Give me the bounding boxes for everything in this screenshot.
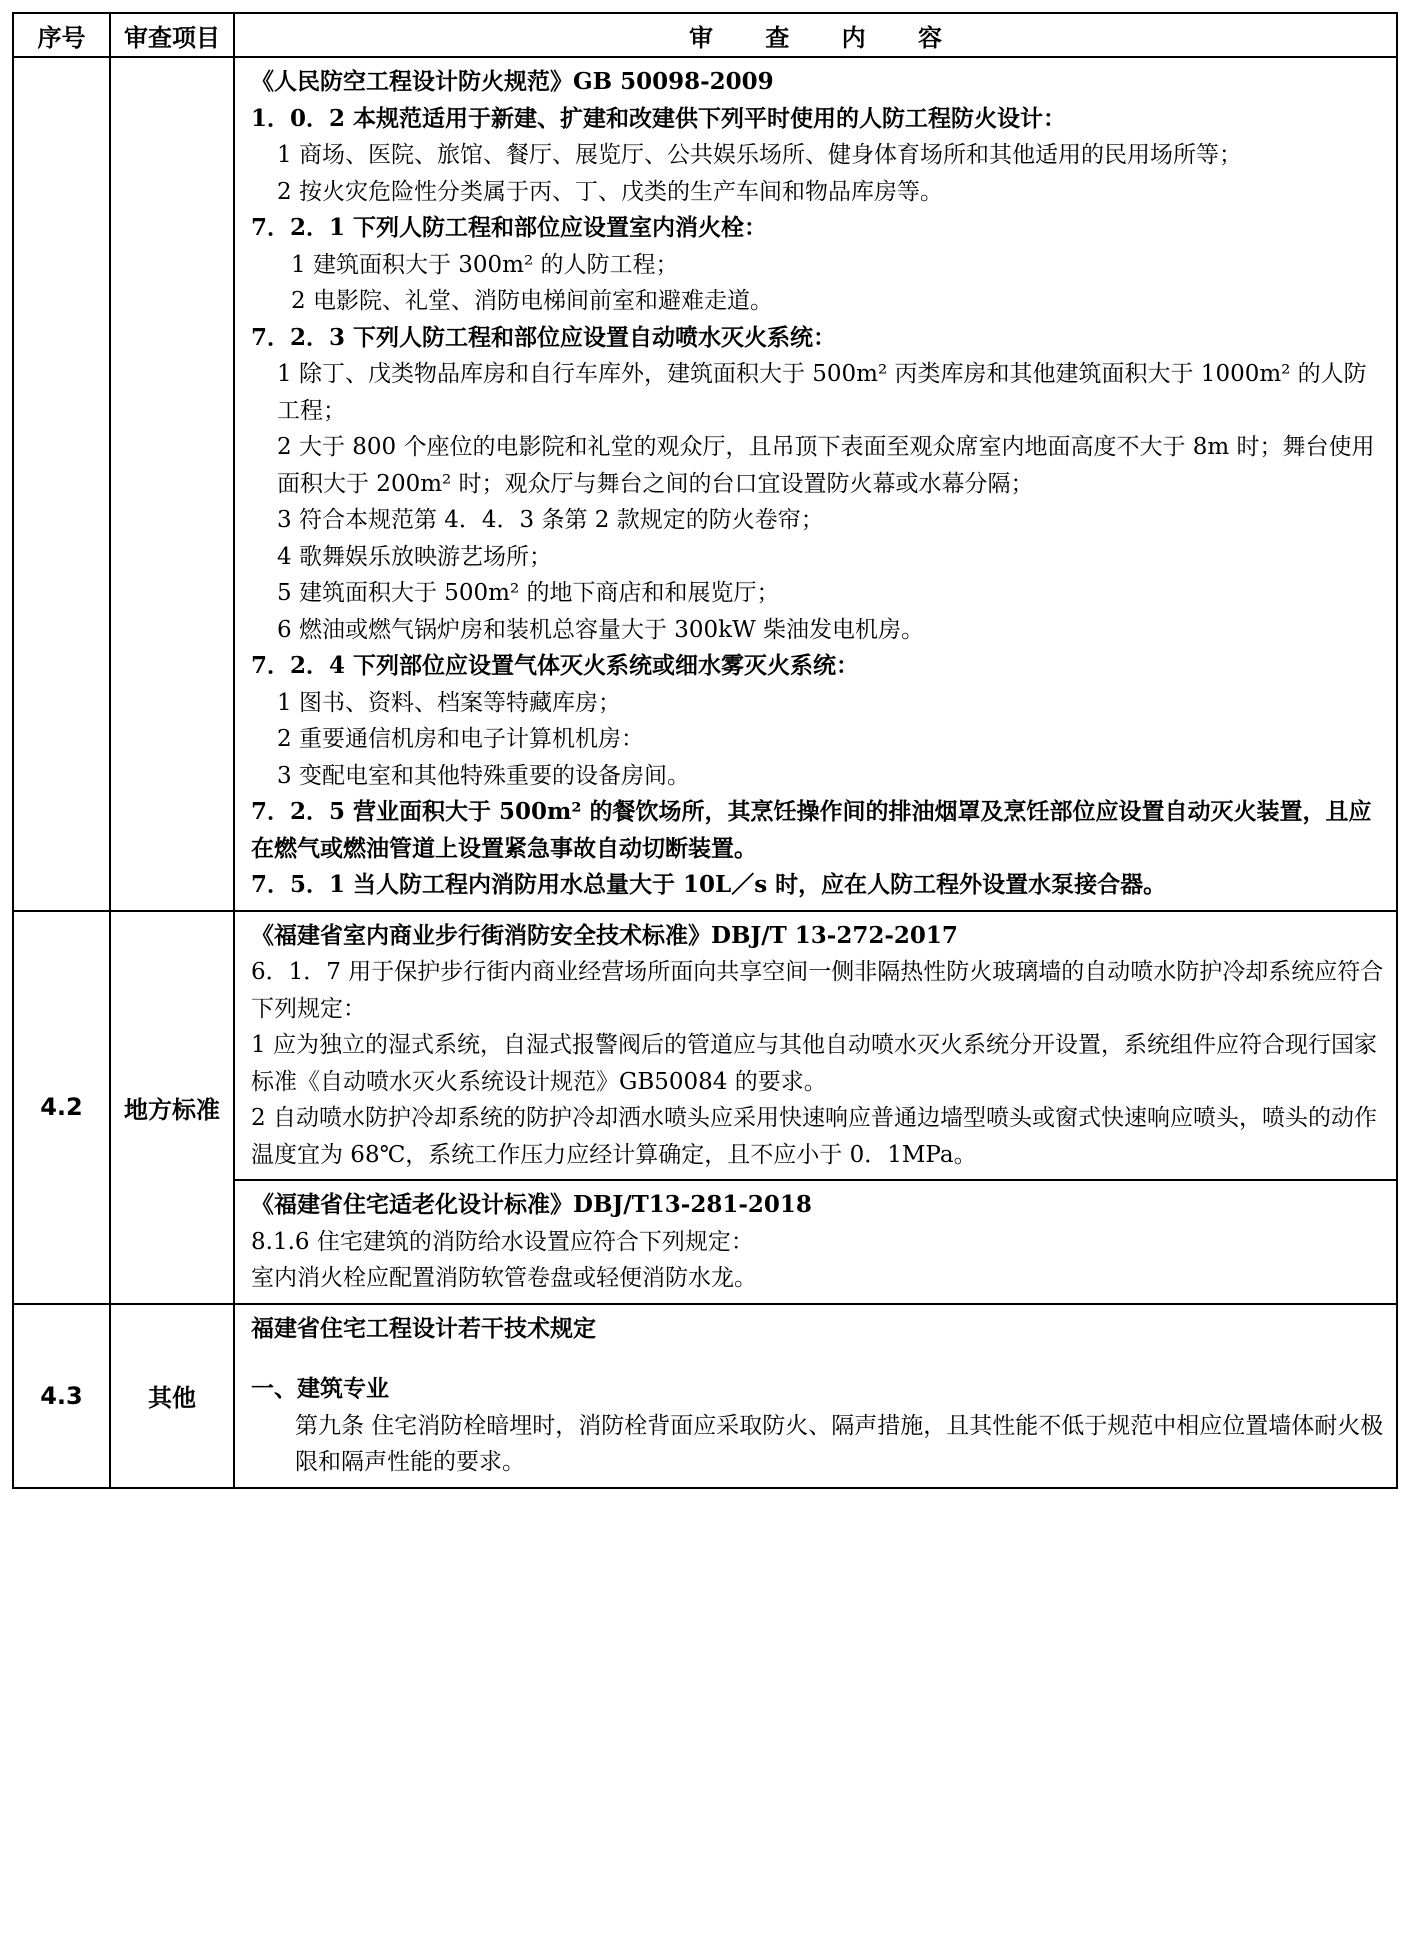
- row-seq-no: [13, 57, 110, 911]
- clause-line: 3 符合本规范第 4．4．3 条第 2 款规定的防火卷帘；: [277, 507, 824, 533]
- row-review-content: [234, 1180, 1397, 1304]
- clause-line: 5 建筑面积大于 500m² 的地下商店和和展览厅；: [277, 580, 780, 606]
- clause-line: 7．5．1 当人防工程内消防用水总量大于 10L／s 时，应在人防工程外设置水泵接合器。: [251, 871, 1167, 898]
- table-row: [13, 1304, 1397, 1488]
- clause-line: 2 按火灾危险性分类属于丙、丁、戊类的生产车间和物品库房等。: [277, 178, 943, 205]
- clause-line: 1．0．2 本规范适用于新建、扩建和改建供下列平时使用的人防工程防火设计：: [251, 104, 1067, 132]
- table-row: [13, 57, 1397, 911]
- spacer: [251, 1347, 1386, 1371]
- header-row: [13, 13, 1397, 57]
- header-review-item: 审查项目: [110, 13, 234, 57]
- row-review-item: 其他: [110, 1304, 234, 1488]
- header-seq-no: 序号: [13, 13, 110, 57]
- clause-line: 2 电影院、礼堂、消防电梯间前室和避难走道。: [291, 288, 773, 314]
- clause-line: 1 应为独立的湿式系统，自湿式报警阀后的管道应与其他自动喷水灭火系统分开设置，系统组件应符合现行国家标准《自动喷水灭火系统设计规范》GB50084 的要求。: [251, 1032, 1377, 1095]
- standard-title: 《人民防空工程设计防火规范》GB 50098-2009: [251, 68, 774, 95]
- standard-title: 福建省住宅工程设计若干技术规定: [251, 1314, 596, 1342]
- standard-title: 《福建省室内商业步行街消防安全技术标准》DBJ/T 13-272-2017: [251, 921, 958, 949]
- clause-line: 7．2．4 下列部位应设置气体灭火系统或细水雾灭火系统：: [251, 652, 860, 679]
- header-review-content: 审 查 内 容: [234, 13, 1397, 57]
- clause-line: 2 大于 800 个座位的电影院和礼堂的观众厅，且吊顶下表面至观众席室内地面高度不大于 8m 时；舞台使用面积大于 200m² 时；观众厅与舞台之间的台口宜设置防火幕或水幕分隔；: [277, 434, 1375, 497]
- clause-line: 1 商场、医院、旅馆、餐厅、展览厅、公共娱乐场所、健身体育场所和其他适用的民用场所等；: [277, 142, 1242, 168]
- clause-line: 8.1.6 住宅建筑的消防给水设置应符合下列规定：: [251, 1228, 754, 1255]
- clause-line: 4 歌舞娱乐放映游艺场所；: [277, 543, 552, 570]
- clause-line: 2 重要通信机房和电子计算机机房：: [277, 726, 644, 752]
- row-review-content: [234, 911, 1397, 1181]
- clause-line: 室内消火栓应配置消防软管卷盘或轻便消防水龙。: [251, 1265, 757, 1291]
- clause-line: 2 自动喷水防护冷却系统的防护冷却洒水喷头应采用快速响应普通边墙型喷头或窗式快速响应喷头，喷头的动作温度宜为 68℃，系统工作压力应经计算确定，且不应小于 0．1MPa。: [251, 1105, 1377, 1168]
- review-table: [12, 12, 1398, 1489]
- table-body: [13, 57, 1397, 1488]
- row-review-item: 地方标准: [110, 911, 234, 1304]
- clause-line: 3 变配电室和其他特殊重要的设备房间。: [277, 762, 690, 789]
- clause-line: 7．2．3 下列人防工程和部位应设置自动喷水灭火系统：: [251, 323, 837, 351]
- clause-line: 第九条 住宅消防栓暗埋时，消防栓背面应采取防火、隔声措施，且其性能不低于规范中相应位置墙体耐火极限和隔声性能的要求。: [295, 1412, 1384, 1475]
- content-block: [235, 1305, 1396, 1487]
- standard-title: 一、建筑专业: [251, 1375, 389, 1402]
- content-block: [235, 912, 1396, 1180]
- clause-line: 7．2．5 营业面积大于 500m² 的餐饮场所，其烹饪操作间的排油烟罩及烹饪部位应设置自动灭火装置，且应在燃气或燃油管道上设置紧急事故自动切断装置。: [251, 798, 1372, 862]
- row-seq-no: 4.3: [13, 1304, 110, 1488]
- clause-line: 1 除丁、戊类物品库房和自行车库外，建筑面积大于 500m² 丙类库房和其他建筑面积大于 1000m² 的人防工程；: [277, 361, 1367, 424]
- row-review-content: [234, 57, 1397, 911]
- content-block: [235, 1181, 1396, 1303]
- table-row: [13, 911, 1397, 1181]
- clause-line: 7．2．1 下列人防工程和部位应设置室内消火栓：: [251, 214, 768, 241]
- row-seq-no: 4.2: [13, 911, 110, 1304]
- clause-line: 6．1．7 用于保护步行街内商业经营场所面向共享空间一侧非隔热性防火玻璃墙的自动喷水防护冷却系统应符合下列规定：: [251, 959, 1384, 1022]
- clause-line: 1 建筑面积大于 300m² 的人防工程；: [291, 251, 679, 278]
- clause-line: 6 燃油或燃气锅炉房和装机总容量大于 300kW 柴油发电机房。: [277, 616, 925, 643]
- standard-title: 《福建省住宅适老化设计标准》DBJ/T13-281-2018: [251, 1191, 812, 1218]
- clause-line: 1 图书、资料、档案等特藏库房；: [277, 689, 621, 716]
- row-review-content: [234, 1304, 1397, 1488]
- row-review-item: [110, 57, 234, 911]
- content-block: [235, 58, 1396, 910]
